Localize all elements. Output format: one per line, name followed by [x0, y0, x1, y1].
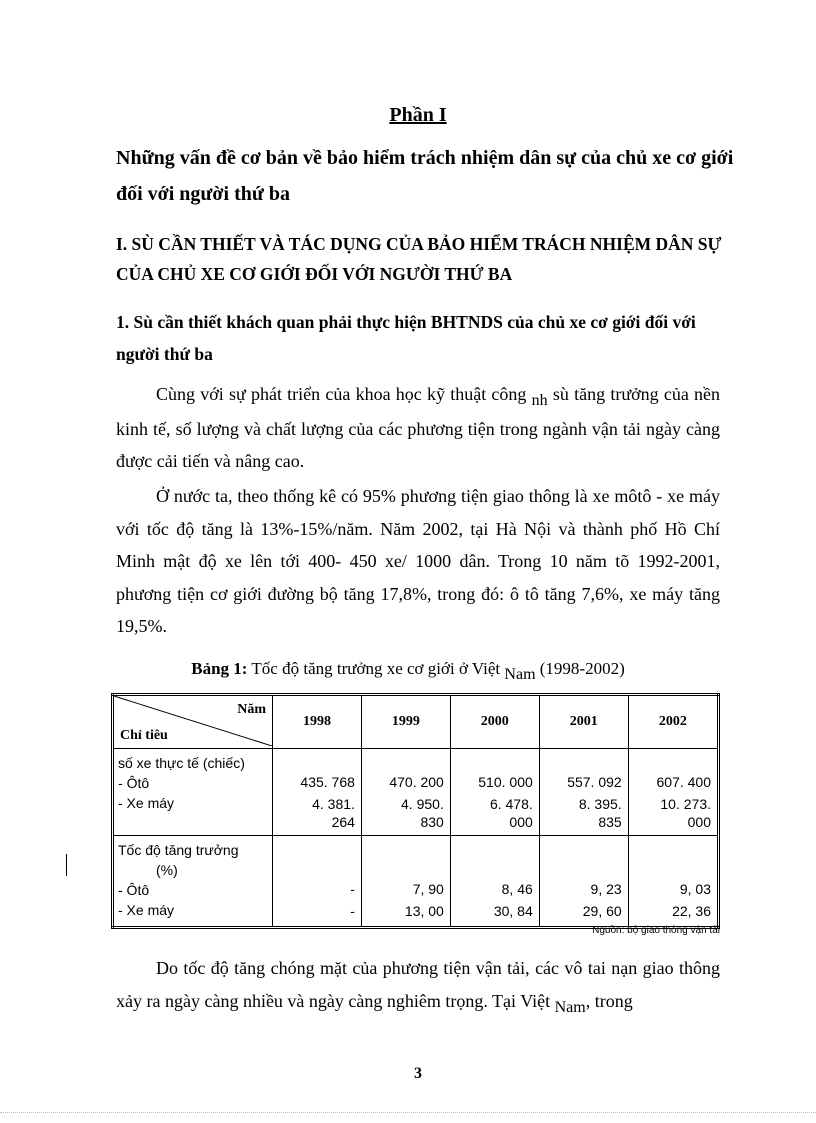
vehicle-count-title: số xe thực tế (chiếc) — [118, 755, 245, 771]
indicator-header: Chỉ tiêu — [120, 728, 168, 743]
table-row-vehicle-count — [113, 749, 719, 836]
year-col-2002: 2002 — [628, 695, 718, 749]
page-number: 3 — [414, 1065, 422, 1082]
year-col-2001: 2001 — [539, 695, 628, 749]
paragraph-3: Do tốc độ tăng chóng mặt của phương tiện vận tải, các vô tai nạn giao thông xảy ra ngày càng nhiều và ngày càng nghiêm trọng. Tại Việt Nam, trong — [116, 958, 720, 1016]
table-row-growth-rate — [113, 836, 719, 928]
growth-table — [111, 693, 720, 929]
table-caption: Bảng 1: Tốc độ tăng trưởng xe cơ giới ở Việt Nam (1998-2002) — [191, 659, 625, 683]
table-header-row — [113, 695, 719, 749]
growth-rate-1999: 7, 90 13, 00 — [361, 836, 450, 928]
part-title: Phần I — [389, 104, 447, 126]
paragraph-2: Ở nước ta, theo thống kê có 95% phương tiện giao thông là xe môtô - xe máy với tốc độ tăng là 13%-15%/năm. Năm 2002, tại Hà Nội và thành phố Hồ Chí Minh mật độ xe lên tới 400- 450 xe/ 1000 dân. Trong 10 năm tõ 1992-2001, phương tiện cơ giới đường bộ tăng 17,8%, trong đó: ô tô tăng 7,6%, xe máy tăng 19,5%. — [116, 486, 720, 636]
growth-rate-2002: 9, 03 22, 36 — [628, 836, 718, 928]
vehicle-count-label-cell — [113, 749, 273, 836]
section-title: I. SÙ CẦN THIẾT VÀ TÁC DỤNG CỦA BẢO HIỂM TRÁCH NHIỆM DÂN SỰ CỦA CHỦ XE CƠ GIỚI ĐỐI VỚI NGƯỜI THỨ BA — [116, 234, 722, 284]
year-col-2000: 2000 — [450, 695, 539, 749]
diagonal-header-cell — [113, 695, 273, 749]
growth-xemay-label: - Xe máy — [118, 902, 175, 918]
growth-rate-2000: 8, 46 30, 84 — [450, 836, 539, 928]
vehicle-count-1998: 435. 768 4. 381. 264 — [273, 749, 362, 836]
growth-rate-title: Tốc độ tăng trưởng — [118, 842, 239, 858]
growth-rate-2001: 9, 23 29, 60 — [539, 836, 628, 928]
growth-rate-unit: (%) — [156, 862, 178, 878]
oto-label: - Ôtô — [118, 775, 150, 791]
page-boundary — [0, 1112, 816, 1113]
table-source: Nguồn: bộ giao thông vận tải — [592, 925, 720, 936]
subsection-title: 1. Sù cần thiết khách quan phải thực hiện BHTNDS của chủ xe cơ giới đối với người thứ ba — [116, 312, 696, 364]
xemay-label: - Xe máy — [118, 795, 175, 811]
chapter-title: Những vấn đề cơ bản về bảo hiểm trách nhiệm dân sự của chủ xe cơ giới đối với người thứ ba — [116, 147, 734, 205]
year-header: Năm — [237, 702, 266, 717]
year-col-1999: 1999 — [361, 695, 450, 749]
vehicle-count-1999: 470. 200 4. 950. 830 — [361, 749, 450, 836]
vehicle-count-2000: 510. 000 6. 478. 000 — [450, 749, 539, 836]
text-cursor — [66, 854, 67, 876]
year-col-1998: 1998 — [273, 695, 362, 749]
paragraph-1: Cùng với sự phát triển của khoa học kỹ thuật công nh sù tăng trưởng của nền kinh tế, số lượng và chất lượng của các phương tiện trong ngành vận tải ngày càng được cải tiến và nâng cao. — [116, 384, 721, 471]
vehicle-count-2002: 607. 400 10. 273. 000 — [628, 749, 718, 836]
growth-rate-1998: - - — [273, 836, 362, 928]
growth-oto-label: - Ôtô — [118, 882, 150, 898]
vehicle-count-2001: 557. 092 8. 395. 835 — [539, 749, 628, 836]
growth-rate-label-cell — [113, 836, 273, 928]
